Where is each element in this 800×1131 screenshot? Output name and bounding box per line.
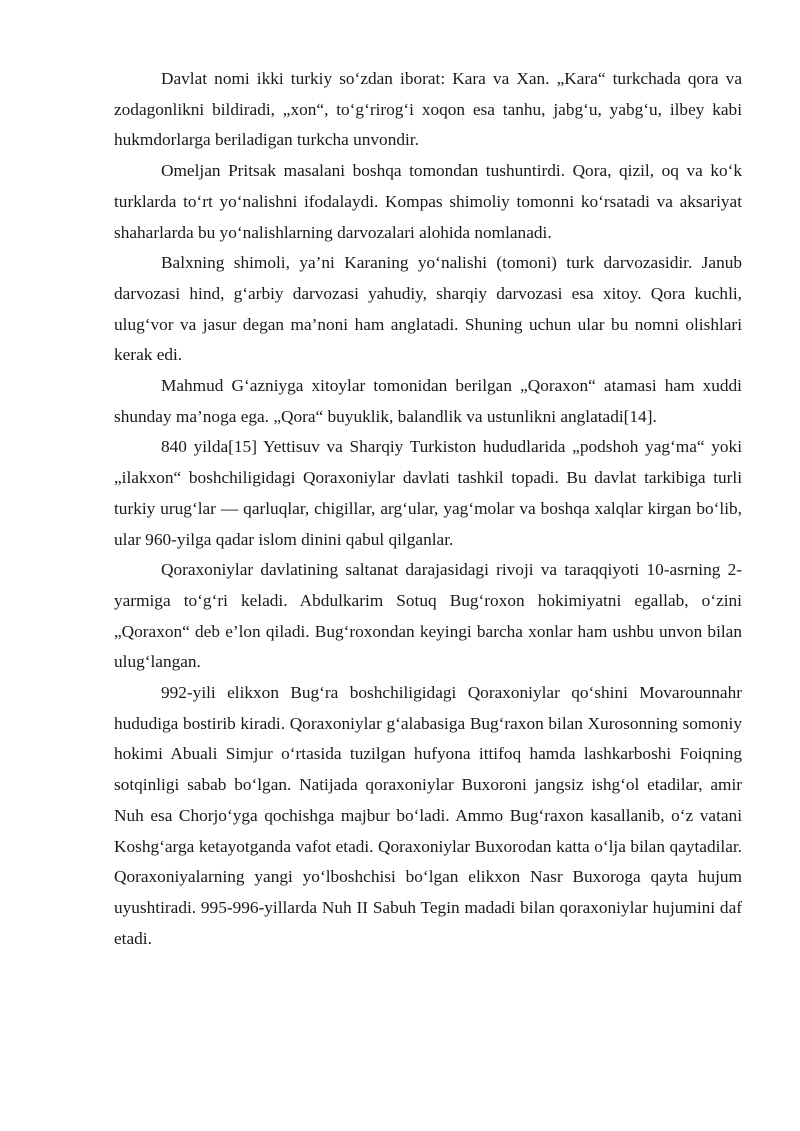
paragraph: Balxning shimoli, ya’ni Karaning yo‘nalishi (tomoni) turk darvozasidir. Janub darvozasi hind, g‘arbiy darvozasi yahudiy, sharqiy darvozasi esa xitoy. Qora kuchli, ulug‘vor va jasur degan ma’noni ham anglatadi. Shuning uchun ular bu nomni olishlari kerak edi. — [114, 253, 742, 365]
paragraph: Qoraxoniylar davlatining saltanat darajasidagi rivoji va taraqqiyoti 10-asrning 2-yarmiga to‘g‘ri keladi. Abdulkarim Sotuq Bug‘roxon hokimiyatni egallab, o‘zini „Qoraxon“ deb e’lon qiladi. Bug‘roxondan keyingi barcha xonlar ham ushbu unvon bilan ulug‘langan. — [114, 560, 742, 672]
document-body — [114, 64, 742, 954]
paragraph: Mahmud G‘azniyga xitoylar tomonidan berilgan „Qoraxon“ atamasi ham xuddi shunday ma’noga ega. „Qora“ buyuklik, balandlik va ustunlikni anglatadi[14]. — [114, 376, 742, 426]
paragraph: 840 yilda[15] Yettisuv va Sharqiy Turkiston hududlarida „podshoh yag‘ma“ yoki „ilakxon“ boshchiligidagi Qoraxoniylar davlati tashkil topadi. Bu davlat tarkibiga turli turkiy urug‘lar — qarluqlar, chigillar, arg‘ular, yag‘molar va boshqa xalqlar kirgan bo‘lib, ular 960-yilga qadar islom dinini qabul qilganlar. — [114, 437, 742, 549]
paragraph: 992-yili elikxon Bug‘ra boshchiligidagi Qoraxoniylar qo‘shini Movarounnahr hududiga bostirib kiradi. Qoraxoniylar g‘alabasiga Bug‘raxon bilan Xurosonning somoniy hokimi Abuali Simjur o‘rtasida tuzilgan hufyona ittifoq hamda lashkarboshi Foiqning sotqinligi sabab bo‘lgan. Natijada qoraxoniylar Buxoroni jangsiz ishg‘ol etadilar, amir Nuh esa Chorjo‘yga qochishga majbur bo‘ladi. Ammo Bug‘raxon kasallanib, o‘z vatani Koshg‘arga ketayotganda vafot etadi. Qoraxoniylar Buxorodan katta o‘lja bilan qaytadilar. Qoraxoniyalarning yangi yo‘lboshchisi bo‘lgan elikxon Nasr Buxoroga qayta hujum uyushtiradi. 995-996-yillarda Nuh II Sabuh Tegin madadi bilan qoraxoniylar hujumini daf etadi. — [114, 683, 742, 948]
paragraph: Davlat nomi ikki turkiy so‘zdan iborat: Kara va Xan. „Kara“ turkchada qora va zodagonlikni bildiradi, „xon“, to‘g‘rirog‘i xoqon esa tanhu, jabg‘u, yabg‘u, ilbey kabi hukmdorlarga beriladigan turkcha unvondir. — [114, 69, 742, 150]
paragraph: Omeljan Pritsak masalani boshqa tomondan tushuntirdi. Qora, qizil, oq va ko‘k turklarda to‘rt yo‘nalishni ifodalaydi. Kompas shimoliy tomonni ko‘rsatadi va aksariyat shaharlarda bu yo‘nalishlarning darvozalari alohida nomlanadi. — [114, 161, 742, 242]
